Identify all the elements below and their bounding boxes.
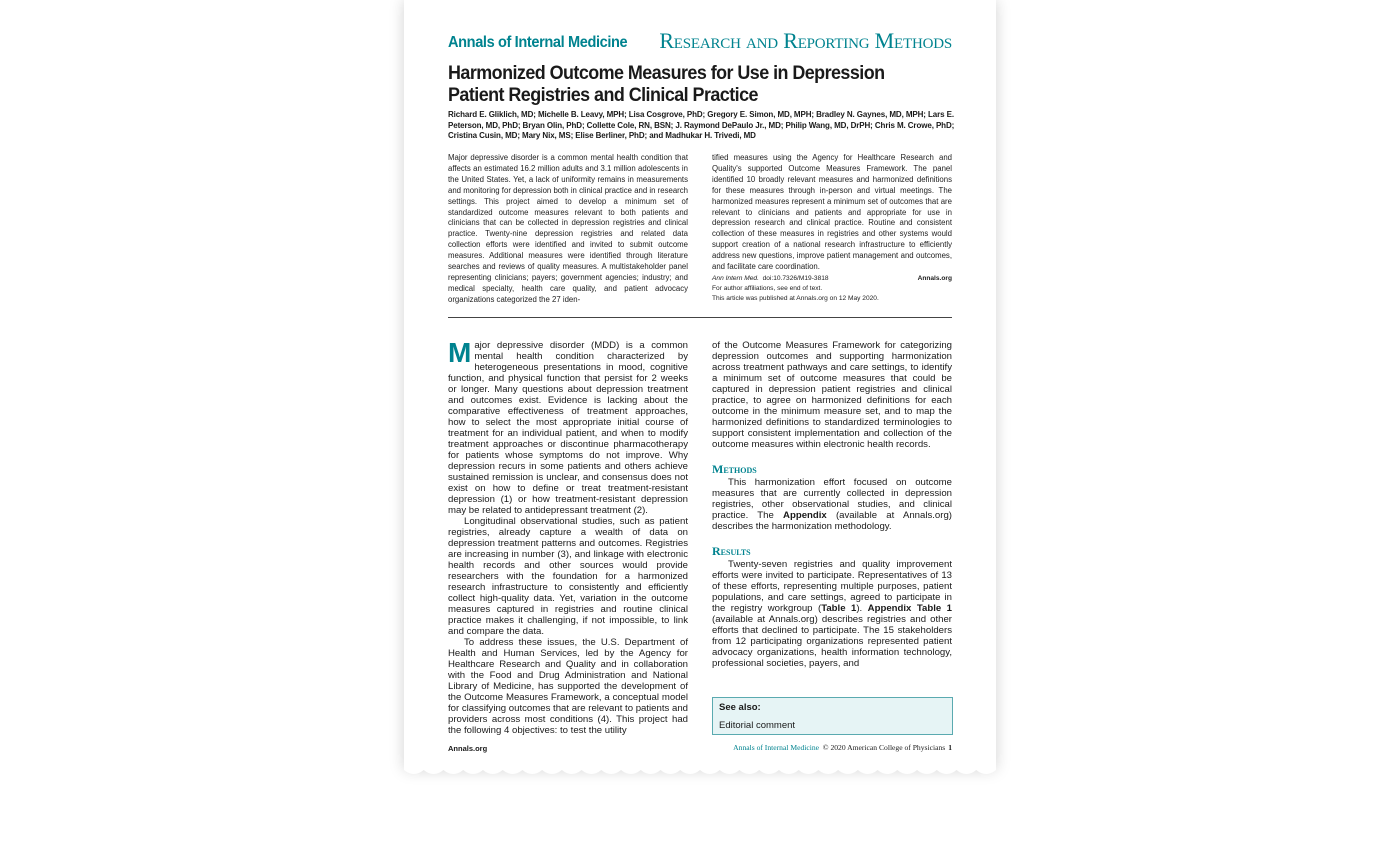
results-heading: Results (712, 544, 751, 558)
citation-affiliations: For author affiliations, see end of text. (712, 285, 823, 293)
body-paragraph: of the Outcome Measures Framework for categorizing depression outcomes and supporting harmonization across treatment pathways and care settings, to identify a minimum set of outcome measures that could be captured in depression patient registries and clinical practice, to agree on harmonized definitions for each outcome in the minimum measure set, and to map the harmonized definitions to standardized terminologies to support consistent implementation and collection of the outcome measures within electronic health records. (712, 340, 952, 450)
abstract-left-column: Major depressive disorder is a common mental health condition that affects an estimated 16.2 million adults and 3.1 million adolescents in the United States. Yet, a lack of uniformity remains in measurements and monitoring for depression both in clinical practice and in research settings. This project aimed to develop a minimum set of standardized outcome measures relevant to both patients and clinicians that can be collected in depression registries and clinical practice. Twenty-nine depression registries and related data collection efforts were identified and invited to submit outcome measures. Additional measures were identified through literature searches and reviews of quality measures. A multistakeholder panel representing clinicians; payers; government agencies; industry; and medical specialty, health care quality, and patient advocacy organizations categorized the 27 iden- (448, 153, 688, 304)
drop-cap: M (448, 337, 472, 368)
page-number: 1 (948, 743, 952, 752)
appendix-link[interactable]: Appendix (783, 510, 827, 521)
see-also-label: See also: (719, 702, 761, 713)
citation-journal: Ann Intern Med. (712, 275, 759, 282)
journal-name: Annals of Internal Medicine (448, 34, 628, 51)
citation-doi[interactable]: doi:10.7326/M19-3818 (762, 275, 829, 282)
body-paragraph: To address these issues, the U.S. Department of Health and Human Services, led by the Agency for Healthcare Research and Quality and in collaboration with the Food and Drug Administration and National Library of Medicine, has supported the development of the Outcome Measures Framework, a conceptual model for classifying outcomes that are relevant to patients and providers across most conditions (4). This project had the following 4 objectives: to test the utility (448, 637, 688, 736)
section-name: Research and Reporting Methods (659, 28, 952, 53)
appendix-table-1-link[interactable]: Appendix Table 1 (867, 603, 952, 614)
footer-info (733, 743, 952, 752)
author-list: Richard E. Gliklich, MD; Michelle B. Leavy, MPH; Lisa Cosgrove, PhD; Gregory E. Simon, MD, MPH; Bradley N. Gaynes, MD, MPH; Lars E. Peterson, MD, PhD; Bryan Olin, PhD; Collette Cole, RN, BSN; J. Raymond DePaulo Jr., MD; Philip Wang, MD, DrPH; Chris M. Crowe, PhD; Cristina Cusin, MD; Mary Nix, MS; Elise Berliner, PhD; and Madhukar H. Trivedi, MD (448, 110, 955, 141)
methods-heading: Methods (712, 462, 757, 476)
paper-page (404, 0, 996, 770)
article-title: Harmonized Outcome Measures for Use in Depression Patient Registries and Clinical Practice (448, 62, 885, 106)
citation-site-link[interactable]: Annals.org (917, 275, 952, 282)
table-1-link[interactable]: Table 1 (821, 603, 857, 614)
footer-site[interactable]: Annals.org (448, 744, 488, 753)
body-paragraph: Major depressive disorder (MDD) is a common mental health condition characterized by heterogeneous presentations in mood, cognitive function, and physical function that persist for 2 weeks or longer. Many questions about depression treatment and outcomes exist. Evidence is lacking about the comparative effectiveness of treatment approaches, how to select the most appropriate initial course of treatment for an individual patient, and when to modify treatment approaches or discontinue pharmacotherapy for patients whose symptoms do not improve. Why depression recurs in some patients and others achieve sustained remission is unclear, and consensus does not exist on how to define or treat treatment-resistant depression (1) or how treatment-resistant depression may be related to antidepressant treatment (2). (448, 337, 688, 516)
body-left-column (448, 337, 688, 736)
see-also-box (712, 697, 953, 735)
results-paragraph: Twenty-seven registries and quality improvement efforts were invited to participate. Representatives of 13 of these efforts, representing multiple purposes, patient populations, and care settings, agreed to participate in the registry workgroup (Table 1). Appendix Table 1 (available at Annals.org) describes registries and other efforts that declined to participate. The 15 stakeholders from 12 participating organizations represented patient advocacy organizations, health information technology, professional societies, payers, and (712, 559, 952, 669)
section-divider (448, 317, 952, 318)
editorial-comment-link[interactable]: Editorial comment (719, 720, 796, 731)
body-right-column (712, 340, 952, 669)
citation-published: This article was published at Annals.org on 12 May 2020. (712, 295, 879, 303)
footer-copyright: © 2020 American College of Physicians (822, 743, 946, 752)
citation-block (712, 274, 952, 305)
methods-paragraph: This harmonization effort focused on outcome measures that are currently collected in depression registries, other observational studies, and clinical practice. The Appendix (available at Annals.org) describes the harmonization methodology. (712, 477, 952, 532)
torn-edge (404, 762, 996, 784)
abstract-right-column: tified measures using the Agency for Healthcare Research and Quality's supported Outcome Measures Framework. The panel identified 10 broadly relevant measures and harmonized definitions for these measures through in-person and virtual meetings. The harmonized measures represent a minimum set of outcomes that are relevant to clinicians and patients and appropriate for use in depression research and clinical practice. Routine and consistent collection of these measures in registries and other systems would support creation of a national research infrastructure to efficiently address new questions, improve patient management and outcomes, and facilitate care coordination. (712, 153, 952, 272)
footer-journal: Annals of Internal Medicine (733, 743, 819, 752)
body-paragraph: Longitudinal observational studies, such as patient registries, already capture a wealth of data on depression treatment patterns and outcomes. Registries are increasing in number (3), and linkage with electronic health records and other sources would provide researchers with the foundation for a harmonized research infrastructure to consistently and efficiently collect high-quality data. Yet, variation in the outcome measures captured in registries and routine clinical practice makes it challenging, if not impossible, to link and compare the data. (448, 516, 688, 637)
